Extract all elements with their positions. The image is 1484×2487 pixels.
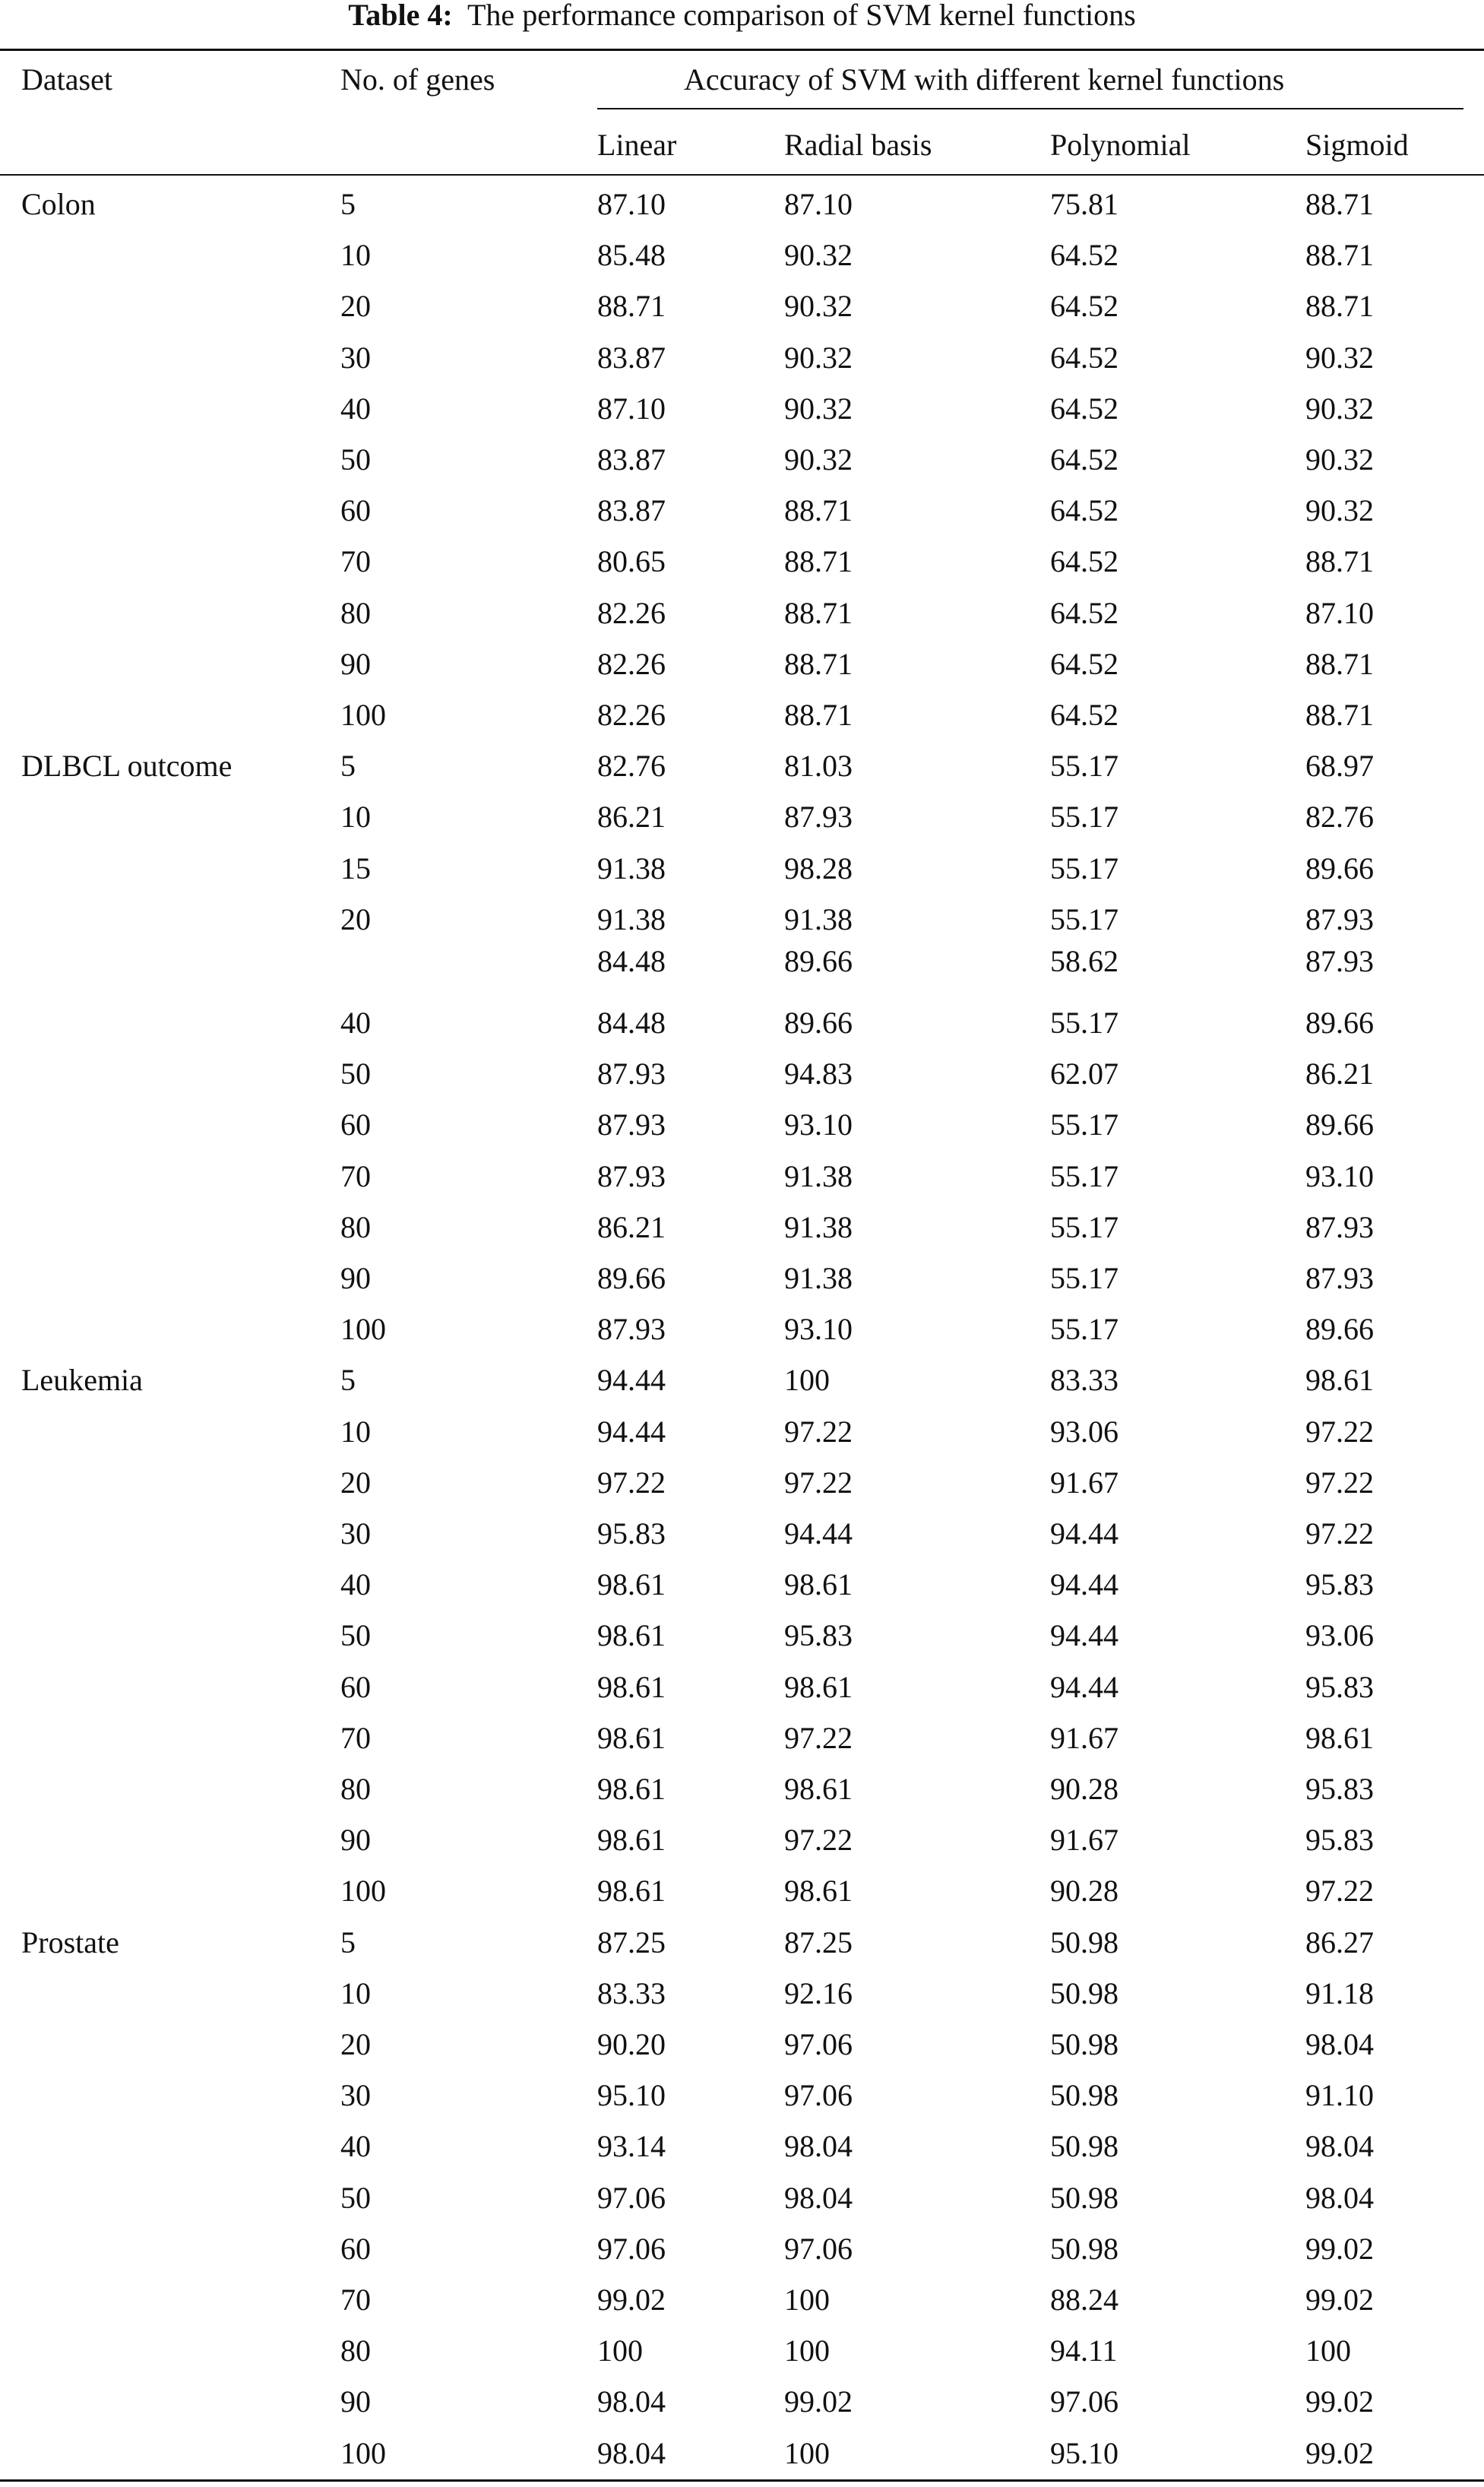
genes-cell: 15 — [340, 851, 371, 885]
radial-basis-cell: 87.10 — [784, 187, 853, 221]
header-sigmoid: Sigmoid — [1305, 128, 1409, 162]
linear-cell: 87.25 — [597, 1925, 666, 1960]
header-group-rule — [597, 108, 1463, 109]
radial-basis-cell: 91.38 — [784, 901, 853, 936]
genes-cell: 50 — [340, 2180, 371, 2215]
sigmoid-cell: 87.93 — [1305, 1261, 1374, 1295]
radial-basis-cell: 89.66 — [784, 944, 853, 978]
radial-basis-cell: 81.03 — [784, 749, 853, 784]
genes-cell: 30 — [340, 1516, 371, 1551]
sigmoid-cell: 90.32 — [1305, 391, 1374, 426]
polynomial-cell: 93.06 — [1050, 1414, 1119, 1449]
table-caption — [0, 0, 1484, 33]
genes-cell: 80 — [340, 1772, 371, 1806]
genes-cell: 80 — [340, 1209, 371, 1244]
polynomial-cell: 64.52 — [1050, 595, 1119, 630]
genes-cell: 10 — [340, 800, 371, 835]
linear-cell: 83.87 — [597, 493, 666, 528]
sigmoid-cell: 86.27 — [1305, 1925, 1374, 1960]
genes-cell: 60 — [340, 1107, 371, 1142]
radial-basis-cell: 98.61 — [784, 1772, 853, 1806]
sigmoid-cell: 99.02 — [1305, 2384, 1374, 2419]
sigmoid-cell: 97.22 — [1305, 1414, 1374, 1449]
genes-cell: 100 — [340, 698, 386, 732]
genes-cell: 40 — [340, 2129, 371, 2164]
header-no-of-genes: No. of genes — [340, 62, 495, 97]
sigmoid-cell: 82.76 — [1305, 800, 1374, 835]
radial-basis-cell: 98.61 — [784, 1874, 853, 1909]
dataset-cell: Colon — [21, 187, 96, 221]
genes-cell: 90 — [340, 646, 371, 681]
genes-cell: 70 — [340, 1158, 371, 1193]
sigmoid-cell: 98.04 — [1305, 2129, 1374, 2164]
polynomial-cell: 50.98 — [1050, 1975, 1119, 2010]
polynomial-cell: 55.17 — [1050, 1312, 1119, 1347]
sigmoid-cell: 91.10 — [1305, 2078, 1374, 2113]
sigmoid-cell: 98.61 — [1305, 1720, 1374, 1755]
sigmoid-cell: 93.10 — [1305, 1158, 1374, 1193]
genes-cell: 10 — [340, 1975, 371, 2010]
radial-basis-cell: 88.71 — [784, 698, 853, 732]
polynomial-cell: 55.17 — [1050, 749, 1119, 784]
radial-basis-cell: 88.71 — [784, 544, 853, 579]
header-dataset: Dataset — [21, 62, 112, 97]
polynomial-cell: 91.67 — [1050, 1823, 1119, 1858]
linear-cell: 82.26 — [597, 646, 666, 681]
table-caption-label: Table 4: — [348, 0, 453, 32]
linear-cell: 83.87 — [597, 442, 666, 477]
polynomial-cell: 64.52 — [1050, 442, 1119, 477]
genes-cell: 5 — [340, 749, 356, 784]
sigmoid-cell: 99.02 — [1305, 2231, 1374, 2266]
radial-basis-cell: 90.32 — [784, 391, 853, 426]
linear-cell: 98.61 — [597, 1720, 666, 1755]
linear-cell: 97.06 — [597, 2231, 666, 2266]
genes-cell: 20 — [340, 901, 371, 936]
sigmoid-cell: 91.18 — [1305, 1975, 1374, 2010]
radial-basis-cell: 91.38 — [784, 1158, 853, 1193]
sigmoid-cell: 88.71 — [1305, 238, 1374, 273]
radial-basis-cell: 88.71 — [784, 493, 853, 528]
polynomial-cell: 75.81 — [1050, 187, 1119, 221]
polynomial-cell: 91.67 — [1050, 1720, 1119, 1755]
linear-cell: 98.04 — [597, 2384, 666, 2419]
polynomial-cell: 94.44 — [1050, 1516, 1119, 1551]
sigmoid-cell: 98.04 — [1305, 2180, 1374, 2215]
radial-basis-cell: 91.38 — [784, 1209, 853, 1244]
sigmoid-cell: 88.71 — [1305, 544, 1374, 579]
genes-cell: 40 — [340, 1006, 371, 1040]
linear-cell: 85.48 — [597, 238, 666, 273]
genes-cell: 5 — [340, 1925, 356, 1960]
sigmoid-cell: 68.97 — [1305, 749, 1374, 784]
linear-cell: 87.10 — [597, 187, 666, 221]
genes-cell: 50 — [340, 442, 371, 477]
sigmoid-cell: 89.66 — [1305, 1312, 1374, 1347]
genes-cell: 20 — [340, 1465, 371, 1500]
genes-cell: 20 — [340, 289, 371, 324]
polynomial-cell: 55.17 — [1050, 901, 1119, 936]
sigmoid-cell: 90.32 — [1305, 442, 1374, 477]
polynomial-cell: 94.44 — [1050, 1567, 1119, 1602]
linear-cell: 87.93 — [597, 1057, 666, 1091]
linear-cell: 87.93 — [597, 1312, 666, 1347]
dataset-cell: Leukemia — [21, 1363, 143, 1398]
radial-basis-cell: 88.71 — [784, 646, 853, 681]
header-linear: Linear — [597, 128, 677, 162]
radial-basis-cell: 94.44 — [784, 1516, 853, 1551]
sigmoid-cell: 89.66 — [1305, 1107, 1374, 1142]
linear-cell: 95.10 — [597, 2078, 666, 2113]
polynomial-cell: 83.33 — [1050, 1363, 1119, 1398]
linear-cell: 87.10 — [597, 391, 666, 426]
header-radial-basis: Radial basis — [784, 128, 932, 162]
header-accuracy-group: Accuracy of SVM with different kernel functions — [684, 62, 1285, 97]
linear-cell: 98.61 — [597, 1874, 666, 1909]
sigmoid-cell: 93.06 — [1305, 1618, 1374, 1653]
polynomial-cell: 95.10 — [1050, 2435, 1119, 2470]
radial-basis-cell: 97.22 — [784, 1720, 853, 1755]
polynomial-cell: 64.52 — [1050, 698, 1119, 732]
radial-basis-cell: 95.83 — [784, 1618, 853, 1653]
sigmoid-cell: 88.71 — [1305, 289, 1374, 324]
genes-cell: 20 — [340, 2027, 371, 2061]
radial-basis-cell: 98.61 — [784, 1669, 853, 1704]
linear-cell: 82.76 — [597, 749, 666, 784]
radial-basis-cell: 98.04 — [784, 2129, 853, 2164]
radial-basis-cell: 100 — [784, 1363, 830, 1398]
linear-cell: 94.44 — [597, 1363, 666, 1398]
radial-basis-cell: 98.04 — [784, 2180, 853, 2215]
linear-cell: 99.02 — [597, 2283, 666, 2317]
genes-cell: 5 — [340, 187, 356, 221]
sigmoid-cell: 90.32 — [1305, 340, 1374, 375]
genes-cell: 90 — [340, 1261, 371, 1295]
linear-cell: 98.61 — [597, 1772, 666, 1806]
table-top-rule — [0, 49, 1484, 51]
polynomial-cell: 50.98 — [1050, 2027, 1119, 2061]
sigmoid-cell: 89.66 — [1305, 1006, 1374, 1040]
sigmoid-cell: 88.71 — [1305, 646, 1374, 681]
linear-cell: 86.21 — [597, 800, 666, 835]
sigmoid-cell: 98.61 — [1305, 1363, 1374, 1398]
polynomial-cell: 50.98 — [1050, 2180, 1119, 2215]
radial-basis-cell: 92.16 — [784, 1975, 853, 2010]
polynomial-cell: 50.98 — [1050, 2231, 1119, 2266]
sigmoid-cell: 90.32 — [1305, 493, 1374, 528]
linear-cell: 82.26 — [597, 595, 666, 630]
linear-cell: 98.61 — [597, 1567, 666, 1602]
linear-cell: 100 — [597, 2333, 643, 2368]
polynomial-cell: 64.52 — [1050, 493, 1119, 528]
sigmoid-cell: 86.21 — [1305, 1057, 1374, 1091]
genes-cell: 80 — [340, 595, 371, 630]
genes-cell: 80 — [340, 2333, 371, 2368]
polynomial-cell: 55.17 — [1050, 800, 1119, 835]
sigmoid-cell: 99.02 — [1305, 2435, 1374, 2470]
sigmoid-cell: 97.22 — [1305, 1874, 1374, 1909]
polynomial-cell: 97.06 — [1050, 2384, 1119, 2419]
linear-cell: 98.61 — [597, 1669, 666, 1704]
linear-cell: 98.61 — [597, 1823, 666, 1858]
polynomial-cell: 55.17 — [1050, 1158, 1119, 1193]
linear-cell: 97.06 — [597, 2180, 666, 2215]
linear-cell: 86.21 — [597, 1209, 666, 1244]
polynomial-cell: 50.98 — [1050, 2078, 1119, 2113]
linear-cell: 90.20 — [597, 2027, 666, 2061]
genes-cell: 40 — [340, 391, 371, 426]
genes-cell: 30 — [340, 340, 371, 375]
radial-basis-cell: 87.93 — [784, 800, 853, 835]
polynomial-cell: 62.07 — [1050, 1057, 1119, 1091]
radial-basis-cell: 97.22 — [784, 1823, 853, 1858]
genes-cell: 30 — [340, 2078, 371, 2113]
polynomial-cell: 58.62 — [1050, 944, 1119, 978]
linear-cell: 91.38 — [597, 901, 666, 936]
radial-basis-cell: 98.61 — [784, 1567, 853, 1602]
sigmoid-cell: 87.93 — [1305, 944, 1374, 978]
dataset-cell: DLBCL outcome — [21, 749, 233, 784]
radial-basis-cell: 100 — [784, 2283, 830, 2317]
genes-cell: 50 — [340, 1618, 371, 1653]
sigmoid-cell: 95.83 — [1305, 1567, 1374, 1602]
linear-cell: 82.26 — [597, 698, 666, 732]
polynomial-cell: 90.28 — [1050, 1772, 1119, 1806]
radial-basis-cell: 97.06 — [784, 2231, 853, 2266]
genes-cell: 40 — [340, 1567, 371, 1602]
polynomial-cell: 94.44 — [1050, 1618, 1119, 1653]
polynomial-cell: 55.17 — [1050, 1107, 1119, 1142]
polynomial-cell: 91.67 — [1050, 1465, 1119, 1500]
genes-cell: 70 — [340, 1720, 371, 1755]
radial-basis-cell: 97.22 — [784, 1414, 853, 1449]
linear-cell: 91.38 — [597, 851, 666, 885]
linear-cell: 95.83 — [597, 1516, 666, 1551]
linear-cell: 83.33 — [597, 1975, 666, 2010]
genes-cell: 60 — [340, 2231, 371, 2266]
linear-cell: 87.93 — [597, 1107, 666, 1142]
linear-cell: 93.14 — [597, 2129, 666, 2164]
genes-cell: 90 — [340, 2384, 371, 2419]
polynomial-cell: 64.52 — [1050, 646, 1119, 681]
polynomial-cell: 50.98 — [1050, 2129, 1119, 2164]
genes-cell: 10 — [340, 238, 371, 273]
genes-cell: 60 — [340, 1669, 371, 1704]
linear-cell: 89.66 — [597, 1261, 666, 1295]
radial-basis-cell: 100 — [784, 2435, 830, 2470]
sigmoid-cell: 98.04 — [1305, 2027, 1374, 2061]
radial-basis-cell: 89.66 — [784, 1006, 853, 1040]
polynomial-cell: 64.52 — [1050, 340, 1119, 375]
header-polynomial: Polynomial — [1050, 128, 1191, 162]
linear-cell: 88.71 — [597, 289, 666, 324]
linear-cell: 84.48 — [597, 1006, 666, 1040]
table-bottom-rule — [0, 2479, 1484, 2482]
radial-basis-cell: 93.10 — [784, 1107, 853, 1142]
radial-basis-cell: 90.32 — [784, 289, 853, 324]
sigmoid-cell: 88.71 — [1305, 698, 1374, 732]
radial-basis-cell: 98.28 — [784, 851, 853, 885]
polynomial-cell: 50.98 — [1050, 1925, 1119, 1960]
linear-cell: 83.87 — [597, 340, 666, 375]
radial-basis-cell: 90.32 — [784, 442, 853, 477]
genes-cell: 90 — [340, 1823, 371, 1858]
genes-cell: 70 — [340, 544, 371, 579]
linear-cell: 87.93 — [597, 1158, 666, 1193]
table-header-rule — [0, 174, 1484, 176]
polynomial-cell: 90.28 — [1050, 1874, 1119, 1909]
polynomial-cell: 55.17 — [1050, 1006, 1119, 1040]
radial-basis-cell: 90.32 — [784, 340, 853, 375]
radial-basis-cell: 97.06 — [784, 2027, 853, 2061]
polynomial-cell: 94.11 — [1050, 2333, 1118, 2368]
radial-basis-cell: 97.22 — [784, 1465, 853, 1500]
linear-cell: 97.22 — [597, 1465, 666, 1500]
radial-basis-cell: 99.02 — [784, 2384, 853, 2419]
sigmoid-cell: 99.02 — [1305, 2283, 1374, 2317]
linear-cell: 80.65 — [597, 544, 666, 579]
radial-basis-cell: 91.38 — [784, 1261, 853, 1295]
table-caption-text: The performance comparison of SVM kernel functions — [467, 0, 1136, 32]
radial-basis-cell: 88.71 — [784, 595, 853, 630]
linear-cell: 98.61 — [597, 1618, 666, 1653]
polynomial-cell: 88.24 — [1050, 2283, 1119, 2317]
sigmoid-cell: 95.83 — [1305, 1772, 1374, 1806]
polynomial-cell: 55.17 — [1050, 1261, 1119, 1295]
polynomial-cell: 55.17 — [1050, 851, 1119, 885]
sigmoid-cell: 100 — [1305, 2333, 1351, 2368]
polynomial-cell: 94.44 — [1050, 1669, 1119, 1704]
radial-basis-cell: 100 — [784, 2333, 830, 2368]
genes-cell: 10 — [340, 1414, 371, 1449]
dataset-cell: Prostate — [21, 1925, 119, 1960]
genes-cell: 60 — [340, 493, 371, 528]
sigmoid-cell: 87.10 — [1305, 595, 1374, 630]
genes-cell: 5 — [340, 1363, 356, 1398]
sigmoid-cell: 87.93 — [1305, 901, 1374, 936]
radial-basis-cell: 90.32 — [784, 238, 853, 273]
polynomial-cell: 64.52 — [1050, 289, 1119, 324]
sigmoid-cell: 95.83 — [1305, 1669, 1374, 1704]
polynomial-cell: 64.52 — [1050, 238, 1119, 273]
sigmoid-cell: 88.71 — [1305, 187, 1374, 221]
radial-basis-cell: 87.25 — [784, 1925, 853, 1960]
polynomial-cell: 64.52 — [1050, 391, 1119, 426]
genes-cell: 100 — [340, 1312, 386, 1347]
polynomial-cell: 55.17 — [1050, 1209, 1119, 1244]
radial-basis-cell: 97.06 — [784, 2078, 853, 2113]
polynomial-cell: 64.52 — [1050, 544, 1119, 579]
linear-cell: 98.04 — [597, 2435, 666, 2470]
sigmoid-cell: 87.93 — [1305, 1209, 1374, 1244]
linear-cell: 84.48 — [597, 944, 666, 978]
sigmoid-cell: 95.83 — [1305, 1823, 1374, 1858]
sigmoid-cell: 97.22 — [1305, 1465, 1374, 1500]
genes-cell: 100 — [340, 2435, 386, 2470]
linear-cell: 94.44 — [597, 1414, 666, 1449]
genes-cell: 70 — [340, 2283, 371, 2317]
genes-cell: 100 — [340, 1874, 386, 1909]
radial-basis-cell: 93.10 — [784, 1312, 853, 1347]
sigmoid-cell: 97.22 — [1305, 1516, 1374, 1551]
sigmoid-cell: 89.66 — [1305, 851, 1374, 885]
genes-cell: 50 — [340, 1057, 371, 1091]
radial-basis-cell: 94.83 — [784, 1057, 853, 1091]
